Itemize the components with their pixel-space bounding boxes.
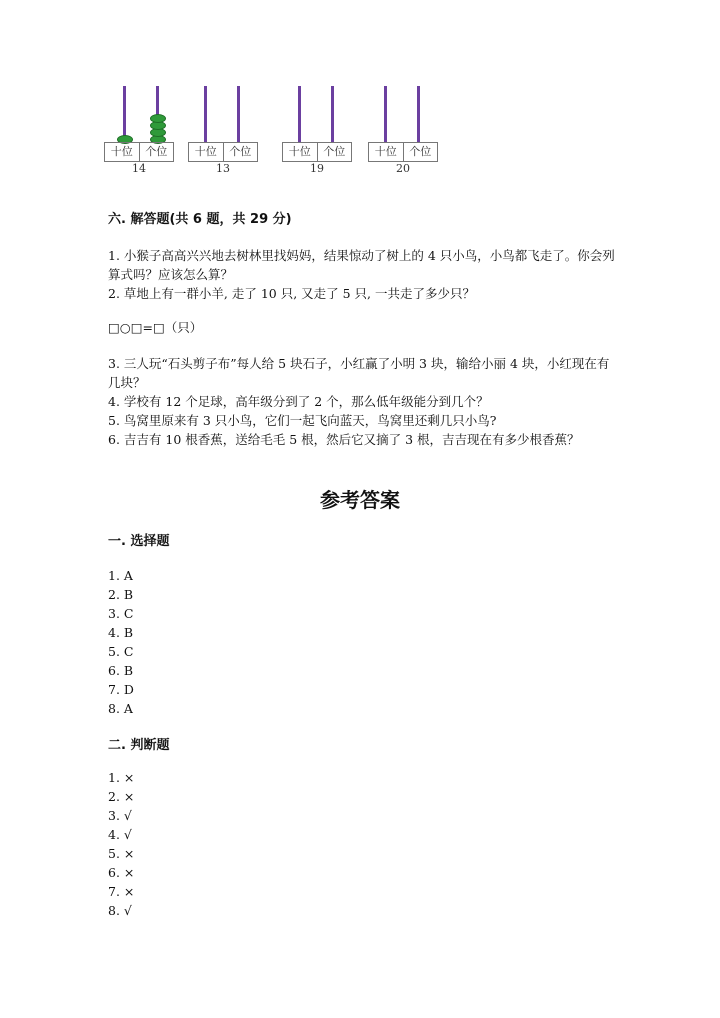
question-4: 4. 学校有 12 个足球，高年级分到了 2 个，那么低年级能分到几个？	[108, 394, 489, 409]
question-1: 1. 小猴子高高兴兴地去树林里找妈妈，结果惊动了树上的 4 只小鸟，小鸟都飞走了。你会列算式吗？应该怎么算？	[108, 248, 615, 282]
answer-item: 2. B	[108, 587, 134, 602]
ones-rod	[237, 86, 240, 142]
answer-item: 6. ×	[108, 865, 135, 880]
question-6: 6. 吉吉有 10 根香蕉，送给毛毛 5 根，然后它又摘了 3 根，吉吉现在有多少根香蕉？	[108, 432, 580, 447]
place-value-frame	[282, 142, 352, 162]
answer-item: 3. √	[108, 808, 132, 823]
question-5: 5. 鸟窝里原来有 3 只小鸟，它们一起飞向蓝天，鸟窝里还剩几只小鸟?	[108, 413, 497, 428]
tens-rod	[298, 86, 301, 142]
answer-item: 3. C	[108, 606, 134, 621]
abacus-14	[104, 82, 174, 178]
answers-section1-title: 一. 选择题	[108, 534, 170, 549]
abacus-number: 20	[396, 162, 410, 175]
question-2: 2. 草地上有一群小羊, 走了 10 只, 又走了 5 只, 一共走了多少只？	[108, 286, 475, 301]
abacus-figures	[104, 82, 444, 182]
place-value-frame	[368, 142, 438, 162]
ones-label: 个位	[323, 145, 346, 158]
section6-title: 六. 解答题(共 6 题，共 29 分)	[108, 212, 292, 227]
question-2-formula: □○□=□（只）	[108, 320, 203, 335]
abacus-20	[368, 82, 438, 178]
tens-rod	[123, 86, 126, 142]
answer-item: 7. ×	[108, 884, 135, 899]
ones-rod	[417, 86, 420, 142]
place-value-frame	[104, 142, 174, 162]
answer-item: 1. A	[108, 568, 133, 583]
abacus-13	[188, 82, 258, 178]
answer-item: 1. ×	[108, 770, 135, 785]
answers-section1-list	[108, 566, 134, 718]
question-3: 3. 三人玩“石头剪子布”每人给 5 块石子，小红赢了小明 3 块，输给小丽 4 块，小红现在有几块？	[108, 356, 610, 390]
tens-rod	[204, 86, 207, 142]
abacus-number: 13	[216, 162, 230, 175]
ones-rod	[331, 86, 334, 142]
bead	[150, 114, 166, 123]
place-value-frame	[188, 142, 258, 162]
answers-section2-list	[108, 768, 134, 920]
answer-item: 7. D	[108, 682, 134, 697]
ones-label: 个位	[409, 145, 432, 158]
answer-item: 5. ×	[108, 846, 135, 861]
tens-label: 十位	[369, 143, 404, 161]
tens-label: 十位	[189, 143, 224, 161]
answer-item: 4. B	[108, 625, 134, 640]
abacus-19	[282, 82, 352, 178]
abacus-number: 14	[132, 162, 146, 175]
tens-label: 十位	[105, 143, 140, 161]
abacus-number: 19	[310, 162, 324, 175]
tens-label: 十位	[283, 143, 318, 161]
answers-section2-title: 二. 判断题	[108, 738, 170, 753]
answer-item: 4. √	[108, 827, 132, 842]
answer-item: 5. C	[108, 644, 134, 659]
ones-label: 个位	[145, 145, 168, 158]
answer-item: 6. B	[108, 663, 134, 678]
tens-rod	[384, 86, 387, 142]
answer-item: 8. A	[108, 701, 133, 716]
ones-label: 个位	[229, 145, 252, 158]
answer-item: 8. √	[108, 903, 132, 918]
answer-item: 2. ×	[108, 789, 135, 804]
answers-title: 参考答案	[320, 488, 400, 512]
